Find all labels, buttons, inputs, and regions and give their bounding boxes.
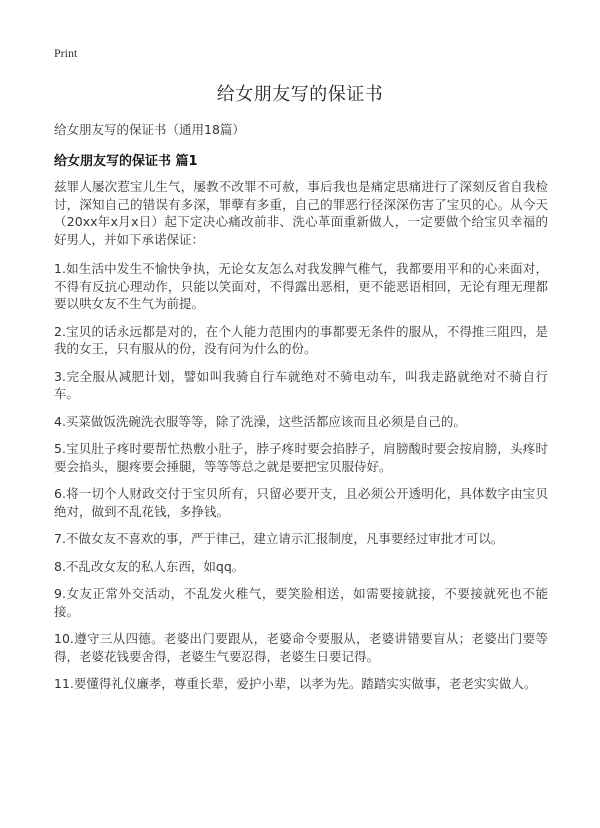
document-subtitle: 给女朋友写的保证书（通用18篇） [54,122,245,137]
pledge-item-3: 3.完全服从减肥计划，譬如叫我骑自行车就绝对不骑电动车，叫我走路就绝对不骑自行车。 [54,368,548,401]
pledge-item-6: 6.将一切个人财政交付于宝贝所有，只留必要开支，且必须公开透明化，具体数字由宝贝绝对，做到不乱花钱，多挣钱。 [54,486,548,519]
intro-paragraph: 兹罪人屡次惹宝儿生气，屡教不改罪不可赦，事后我也是痛定思痛进行了深刻反省自我检讨，深知自己的错误有多深，罪孽有多重，自己的罪恶行径深深伤害了宝贝的心。从今天（20xx年x月x日）起下定决心痛改前非、洗心革面重新做人，一定要做个给宝贝幸福的好男人，并如下承诺保证： [54,179,548,247]
pledge-item-8: 8.不乱改女友的私人东西，如qq。 [54,558,245,574]
pledge-item-9: 9.女友正常外交活动，不乱发火稚气，要笑脸相送，如需要接就接，不要接就死也不能接。 [54,586,548,619]
pledge-item-10: 10.遵守三从四德。老婆出门要跟从，老婆命令要服从，老婆讲错要盲从；老婆出门要等得，老婆花钱要舍得，老婆生气要忍得，老婆生日要记得。 [54,631,548,664]
print-link[interactable]: Print [54,46,78,60]
pledge-item-11: 11.要懂得礼仪廉孝，尊重长辈，爱护小辈，以孝为先。踏踏实实做事，老老实实做人。 [54,676,537,691]
section-heading: 给女朋友写的保证书 篇1 [54,154,198,169]
document-body [54,178,548,703]
pledge-item-5: 5.宝贝肚子疼时要帮忙热敷小肚子，脖子疼时要会掐脖子，肩膀酸时要会按肩膀，头疼时要会掐头，腿疼要会捶腿，等等等总之就是要把宝贝服侍好。 [54,441,548,474]
pledge-item-1: 1.如生活中发生不愉快争执，无论女友怎么对我发脾气稚气，我都要用平和的心来面对，不得有反抗心理动作，只能以笑面对，不得露出恶相，更不能恶语相回，无论有理无理都要以哄女友不生气为前提。 [54,261,548,311]
page-title: 给女朋友写的保证书 [216,84,384,105]
pledge-item-7: 7.不做女友不喜欢的事，严于律己，建立请示汇报制度，凡事要经过审批才可以。 [54,531,504,546]
pledge-item-4: 4.买菜做饭洗碗洗衣服等等，除了洗澡，这些活都应该而且必须是自己的。 [54,413,466,429]
pledge-item-2: 2.宝贝的话永远都是对的，在个人能力范围内的事都要无条件的服从，不得推三阻四，是我的女王，只有服从的份，没有问为什么的份。 [54,323,548,356]
